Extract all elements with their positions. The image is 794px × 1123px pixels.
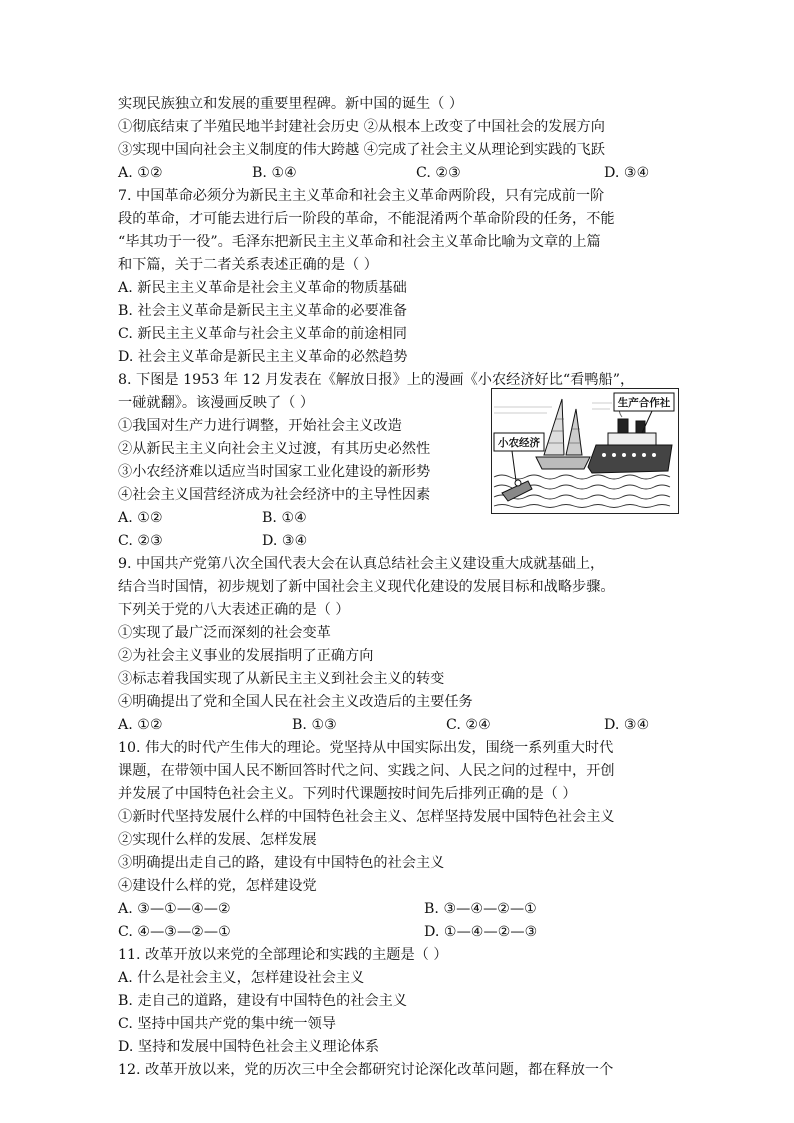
q10-stem: 并发展了中国特色社会主义。下列时代课题按时间先后排列正确的是（ ）	[118, 786, 577, 802]
q7-option-b[interactable]: B. 社会主义革命是新民主主义革命的必要准备	[118, 303, 408, 319]
q9-stem: 9. 中国共产党第八次全国代表大会在认真总结社会主义建设重大成就基础上，	[118, 556, 605, 572]
q8-option-b[interactable]: B. ①④	[262, 510, 307, 526]
q12-stem: 12. 改革开放以来，党的历次三中全会都研究讨论深化改革问题，都在释放一个	[118, 1062, 614, 1078]
cartoon-label-cooperative: 生产合作社	[617, 397, 671, 409]
q9-statement-2: ②为社会主义事业的发展指明了正确方向	[118, 648, 374, 664]
q7-stem: 和下篇，关于二者关系表述正确的是（ ）	[118, 257, 378, 273]
q8-option-d[interactable]: D. ③④	[262, 533, 308, 549]
q11-option-c[interactable]: C. 坚持中国共产党的集中统一领导	[118, 1016, 336, 1032]
q9-option-a[interactable]: A. ①②	[118, 717, 163, 733]
q6-option-d[interactable]: D. ③④	[604, 165, 650, 181]
q8-option-c[interactable]: C. ②③	[118, 533, 163, 549]
q7-stem: 段的革命，才可能去进行后一阶段的革命，不能混淆两个革命阶段的任务，不能	[118, 211, 615, 227]
q6-statement-1-2: ①彻底结束了半殖民地半封建社会历史 ②从根本上改变了中国社会的发展方向	[118, 119, 605, 135]
q7-stem: 7. 中国革命必须分为新民主主义革命和社会主义革命两阶段，只有完成前一阶	[118, 188, 605, 204]
q7-option-d[interactable]: D. 社会主义革命是新民主主义革命的必然趋势	[118, 349, 408, 365]
q9-statement-3: ③标志着我国实现了从新民主主义到社会主义的转变	[118, 671, 445, 687]
q10-stem: 课题，在带领中国人民不断回答时代之问、实践之问、人民之问的过程中，开创	[118, 763, 615, 779]
q9-option-d[interactable]: D. ③④	[604, 717, 650, 733]
q8-statement-4: ④社会主义国营经济成为社会经济中的主导性因素	[118, 487, 431, 503]
q9-option-b[interactable]: B. ①③	[292, 717, 337, 733]
q11-option-b[interactable]: B. 走自己的道路，建设有中国特色的社会主义	[118, 993, 408, 1009]
q7-option-a[interactable]: A. 新民主主义革命是社会主义革命的物质基础	[118, 280, 407, 296]
q6-option-a[interactable]: A. ①②	[118, 165, 163, 181]
q8-statement-3: ③小农经济难以适应当时国家工业化建设的新形势	[118, 464, 431, 480]
q9-statement-4: ④明确提出了党和全国人民在社会主义改造后的主要任务	[118, 694, 473, 710]
q8-statement-1: ①我国对生产力进行调整，开始社会主义改造	[118, 418, 402, 434]
q10-statement-4: ④建设什么样的党，怎样建设党	[118, 878, 317, 894]
q9-stem: 下列关于党的八大表述正确的是（ ）	[118, 602, 350, 618]
q10-option-d[interactable]: D. ①—④—②—③	[424, 924, 538, 940]
q10-statement-1: ①新时代坚持发展什么样的中国特色社会主义、怎样坚持发展中国特色社会主义	[118, 809, 615, 825]
q7-option-c[interactable]: C. 新民主主义革命与社会主义革命的前途相同	[118, 326, 407, 342]
cartoon-drawing	[492, 389, 677, 512]
q10-statement-2: ②实现什么样的发展、怎样发展	[118, 832, 317, 848]
q8-statement-2: ②从新民主主义向社会主义过渡，有其历史必然性	[118, 441, 431, 457]
q10-statement-3: ③明确提出走自己的路，建设有中国特色的社会主义	[118, 855, 445, 871]
q11-option-d[interactable]: D. 坚持和发展中国特色社会主义理论体系	[118, 1039, 380, 1055]
q9-stem: 结合当时国情，初步规划了新中国社会主义现代化建设的发展目标和战略步骤。	[118, 579, 615, 595]
q11-option-a[interactable]: A. 什么是社会主义，怎样建设社会主义	[118, 970, 365, 986]
q8-option-a[interactable]: A. ①②	[118, 510, 163, 526]
q6-option-b[interactable]: B. ①④	[252, 165, 297, 181]
q8-stem: 8. 下图是 1953 年 12 月发表在《解放日报》上的漫画《小农经济好比“看鸭船”，	[118, 372, 635, 388]
q11-stem: 11. 改革开放以来党的全部理论和实践的主题是（ ）	[118, 947, 448, 963]
q10-option-c[interactable]: C. ④—③—②—①	[118, 924, 231, 940]
cartoon-label-small-farm: 小农经济	[498, 437, 540, 449]
q9-statement-1: ①实现了最广泛而深刻的社会变革	[118, 625, 331, 641]
q8-stem: 一碰就翻》。该漫画反映了（ ）	[118, 395, 315, 411]
q6-statement-3-4: ③实现中国向社会主义制度的伟大跨越 ④完成了社会主义从理论到实践的飞跃	[118, 142, 605, 158]
q10-option-a[interactable]: A. ③—①—④—②	[118, 901, 231, 917]
q10-stem: 10. 伟大的时代产生伟大的理论。党坚持从中国实际出发，围绕一系列重大时代	[118, 740, 614, 756]
q9-option-c[interactable]: C. ②④	[446, 717, 491, 733]
q6-stem-tail: 实现民族独立和发展的重要里程碑。新中国的诞生（ ）	[118, 96, 464, 112]
q6-option-c[interactable]: C. ②③	[416, 165, 461, 181]
cartoon-image	[491, 388, 679, 514]
q10-option-b[interactable]: B. ③—④—②—①	[424, 901, 537, 917]
q7-stem: “毕其功于一役”。毛泽东把新民主主义革命和社会主义革命比喻为文章的上篇	[118, 234, 601, 250]
